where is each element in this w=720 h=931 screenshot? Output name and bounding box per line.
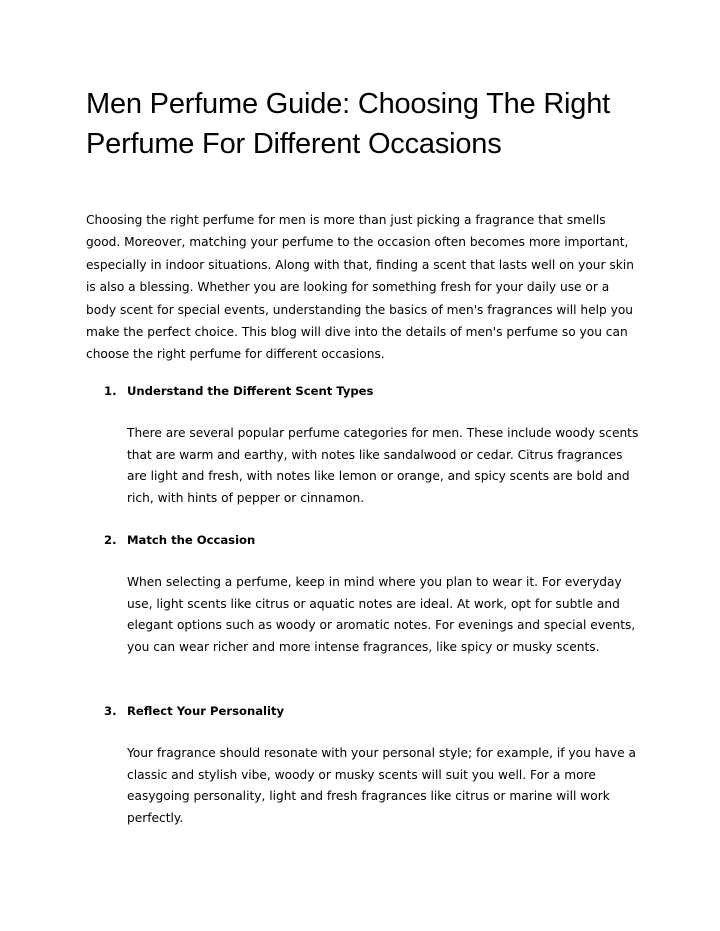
section-title: Reflect Your Personality <box>127 704 285 718</box>
section-title: Match the Occasion <box>127 533 256 547</box>
intro-paragraph: Choosing the right perfume for men is more than just picking a fragrance that smells good. Moreover, matching your perfume to the occasion often becomes more important, especially in indoor situations. Along with that, finding a scent that lasts well on your skin is also a blessing. Whether you are looking for something fresh for your daily use or a body scent for special events, understanding the basics of men's fragrances will help you make the perfect choice. This blog will dive into the details of men's perfume so you can choose the right perfume for different occasions. <box>86 213 634 362</box>
page-title: Men Perfume Guide: Choosing The Right Perfume For Different Occasions <box>86 88 611 160</box>
section-number: 2. <box>104 533 117 547</box>
section-number: 3. <box>104 704 117 718</box>
section-scent-types <box>86 380 646 505</box>
section-body: Your fragrance should resonate with your personal style; for example, if you have a classic and stylish vibe, woody or musky scents will suit you well. For a more easygoing personality, light and fresh fragrances like citrus or marine will work perfectly. <box>127 746 636 825</box>
section-personality <box>86 700 646 825</box>
section-heading <box>86 529 646 551</box>
section-body: When selecting a perfume, keep in mind where you plan to wear it. For everyday use, light scents like citrus or aquatic notes are ideal. At work, opt for subtle and elegant options such as woody or aromatic notes. For evenings and special events, you can wear richer and more intense fragrances, like spicy or musky scents. <box>127 575 636 654</box>
section-match-occasion <box>86 529 646 654</box>
section-body: There are several popular perfume categories for men. These include woody scents that are warm and earthy, with notes like sandalwood or cedar. Citrus fragrances are light and fresh, with notes like lemon or orange, and spicy scents are bold and rich, with hints of pepper or cinnamon. <box>127 426 639 505</box>
section-heading <box>86 700 646 722</box>
section-number: 1. <box>104 384 117 398</box>
section-title: Understand the Different Scent Types <box>127 384 374 398</box>
section-heading <box>86 380 646 402</box>
